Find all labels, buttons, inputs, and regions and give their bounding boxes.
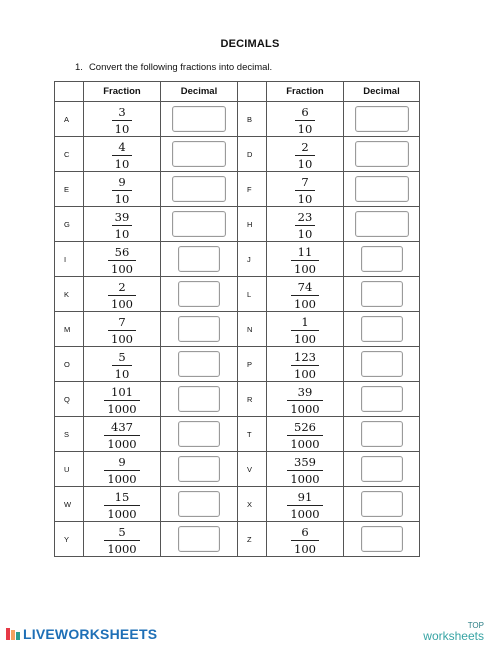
fraction xyxy=(287,386,322,415)
fraction-cell xyxy=(267,137,344,172)
decimal-answer-input[interactable] xyxy=(178,316,220,342)
fraction xyxy=(291,316,319,345)
row-letter: R xyxy=(238,382,267,417)
fraction-cell xyxy=(84,207,161,242)
row-letter: G xyxy=(55,207,84,242)
liveworksheets-logo-icon xyxy=(6,627,20,641)
row-letter: I xyxy=(55,242,84,277)
fraction-bar xyxy=(112,365,133,366)
decimal-cell xyxy=(344,172,420,207)
decimal-cell xyxy=(344,452,420,487)
fraction-cell xyxy=(84,102,161,137)
fraction xyxy=(291,246,319,275)
fraction-numerator: 437 xyxy=(111,419,133,434)
fraction-bar xyxy=(108,330,136,331)
decimal-answer-input[interactable] xyxy=(172,106,226,132)
row-letter: Y xyxy=(55,522,84,557)
decimal-answer-input[interactable] xyxy=(178,421,220,447)
topworksheets-logo xyxy=(423,622,484,642)
top-label: TOP xyxy=(467,621,484,630)
fraction-numerator: 7 xyxy=(118,314,126,329)
table-row xyxy=(55,452,420,487)
table-row xyxy=(55,382,420,417)
fraction-denominator: 10 xyxy=(114,192,130,206)
decimal-answer-input[interactable] xyxy=(361,421,403,447)
decimal-cell xyxy=(161,487,238,522)
decimal-cell xyxy=(161,312,238,347)
fraction-cell xyxy=(84,382,161,417)
decimal-answer-input[interactable] xyxy=(355,211,409,237)
fraction-denominator: 1000 xyxy=(290,402,320,416)
decimal-answer-input[interactable] xyxy=(178,246,220,272)
fraction-denominator: 10 xyxy=(114,367,130,381)
row-letter: B xyxy=(238,102,267,137)
fraction xyxy=(287,491,322,520)
conversion-table xyxy=(54,81,420,557)
row-letter: T xyxy=(238,417,267,452)
fraction xyxy=(108,246,136,275)
decimal-answer-input[interactable] xyxy=(355,176,409,202)
fraction xyxy=(104,526,139,555)
fraction-numerator: 9 xyxy=(118,454,126,469)
fraction-bar xyxy=(295,190,316,191)
decimal-cell xyxy=(344,417,420,452)
row-letter: H xyxy=(238,207,267,242)
decimal-cell xyxy=(161,522,238,557)
fraction-denominator: 1000 xyxy=(107,437,137,451)
decimal-answer-input[interactable] xyxy=(361,316,403,342)
fraction-bar xyxy=(291,260,319,261)
decimal-answer-input[interactable] xyxy=(355,106,409,132)
fraction-denominator: 1000 xyxy=(107,507,137,521)
fraction-bar xyxy=(295,155,316,156)
fraction-cell xyxy=(84,172,161,207)
fraction-cell xyxy=(84,242,161,277)
fraction-bar xyxy=(104,470,139,471)
fraction-cell xyxy=(267,102,344,137)
fraction-denominator: 10 xyxy=(114,122,130,136)
fraction-numerator: 39 xyxy=(114,209,130,224)
fraction-bar xyxy=(112,190,133,191)
fraction-cell xyxy=(267,347,344,382)
fraction xyxy=(295,106,316,135)
fraction-numerator: 101 xyxy=(111,384,133,399)
fraction-denominator: 100 xyxy=(111,297,133,311)
decimal-answer-input[interactable] xyxy=(178,456,220,482)
fraction-denominator: 100 xyxy=(294,262,316,276)
decimal-cell xyxy=(344,207,420,242)
fraction xyxy=(112,211,133,240)
decimal-answer-input[interactable] xyxy=(178,281,220,307)
fraction-denominator: 1000 xyxy=(290,507,320,521)
fraction-bar xyxy=(287,470,322,471)
fraction-numerator: 5 xyxy=(118,524,126,539)
decimal-cell xyxy=(344,102,420,137)
fraction-numerator: 39 xyxy=(297,384,313,399)
fraction-bar xyxy=(291,365,319,366)
fraction-bar xyxy=(291,295,319,296)
decimal-answer-input[interactable] xyxy=(178,351,220,377)
header-letter-left xyxy=(55,82,84,102)
decimal-cell xyxy=(344,277,420,312)
table-row xyxy=(55,347,420,382)
decimal-cell xyxy=(344,382,420,417)
table-row xyxy=(55,487,420,522)
table-row xyxy=(55,522,420,557)
fraction-numerator: 6 xyxy=(301,524,309,539)
fraction-bar xyxy=(104,435,139,436)
fraction-denominator: 10 xyxy=(297,157,313,171)
row-letter: X xyxy=(238,487,267,522)
fraction-numerator: 56 xyxy=(114,244,130,259)
decimal-answer-input[interactable] xyxy=(172,211,226,237)
fraction-numerator: 23 xyxy=(297,209,313,224)
decimal-cell xyxy=(161,277,238,312)
fraction-bar xyxy=(104,400,139,401)
decimal-answer-input[interactable] xyxy=(178,386,220,412)
fraction-denominator: 1000 xyxy=(107,542,137,556)
row-letter: U xyxy=(55,452,84,487)
fraction xyxy=(104,421,139,450)
fraction-numerator: 2 xyxy=(301,139,309,154)
fraction-denominator: 100 xyxy=(294,297,316,311)
fraction-numerator: 9 xyxy=(118,174,126,189)
fraction-bar xyxy=(287,400,322,401)
fraction-numerator: 359 xyxy=(294,454,316,469)
fraction-numerator: 6 xyxy=(301,104,309,119)
fraction xyxy=(104,386,139,415)
row-letter: V xyxy=(238,452,267,487)
fraction-numerator: 7 xyxy=(301,174,309,189)
fraction-denominator: 1000 xyxy=(107,472,137,486)
decimal-cell xyxy=(344,347,420,382)
header-decimal-right: Decimal xyxy=(344,82,420,102)
fraction-denominator: 10 xyxy=(114,227,130,241)
fraction-bar xyxy=(287,435,322,436)
table-row xyxy=(55,137,420,172)
top-word: worksheets xyxy=(423,629,484,643)
fraction-numerator: 3 xyxy=(118,104,126,119)
fraction xyxy=(287,421,322,450)
fraction-bar xyxy=(112,155,133,156)
row-letter: N xyxy=(238,312,267,347)
table-row xyxy=(55,277,420,312)
decimal-cell xyxy=(344,242,420,277)
decimal-cell xyxy=(161,382,238,417)
decimal-cell xyxy=(344,312,420,347)
fraction-bar xyxy=(112,225,133,226)
fraction-bar xyxy=(295,120,316,121)
fraction-bar xyxy=(287,505,322,506)
row-letter: F xyxy=(238,172,267,207)
row-letter: P xyxy=(238,347,267,382)
fraction-cell xyxy=(267,382,344,417)
brand-text: LIVEWORKSHEETS xyxy=(23,626,158,642)
header-fraction-right: Fraction xyxy=(267,82,344,102)
fraction-cell xyxy=(267,172,344,207)
fraction-cell xyxy=(267,312,344,347)
decimal-cell xyxy=(161,207,238,242)
row-letter: S xyxy=(55,417,84,452)
row-letter: M xyxy=(55,312,84,347)
instruction-number: 1. xyxy=(75,62,83,73)
fraction-denominator: 100 xyxy=(294,542,316,556)
fraction-numerator: 1 xyxy=(301,314,309,329)
fraction-numerator: 5 xyxy=(118,349,126,364)
fraction-cell xyxy=(84,487,161,522)
fraction xyxy=(287,456,322,485)
fraction-bar xyxy=(104,505,139,506)
fraction-denominator: 1000 xyxy=(290,472,320,486)
fraction-denominator: 100 xyxy=(111,332,133,346)
fraction xyxy=(104,456,139,485)
fraction-cell xyxy=(84,347,161,382)
fraction-cell xyxy=(84,522,161,557)
fraction xyxy=(291,526,319,555)
header-fraction-left: Fraction xyxy=(84,82,161,102)
decimal-cell xyxy=(161,102,238,137)
fraction-numerator: 2 xyxy=(118,279,126,294)
row-letter: K xyxy=(55,277,84,312)
fraction-numerator: 526 xyxy=(294,419,316,434)
decimal-cell xyxy=(161,347,238,382)
fraction-numerator: 11 xyxy=(297,244,313,259)
table-row xyxy=(55,207,420,242)
fraction-cell xyxy=(267,417,344,452)
fraction xyxy=(108,316,136,345)
fraction xyxy=(291,351,319,380)
fraction xyxy=(108,281,136,310)
fraction-cell xyxy=(267,522,344,557)
fraction xyxy=(112,176,133,205)
decimal-answer-input[interactable] xyxy=(361,386,403,412)
fraction-cell xyxy=(267,452,344,487)
fraction-bar xyxy=(291,540,319,541)
fraction-denominator: 10 xyxy=(114,157,130,171)
fraction xyxy=(104,491,139,520)
row-letter: L xyxy=(238,277,267,312)
decimal-answer-input[interactable] xyxy=(361,246,403,272)
table-row xyxy=(55,417,420,452)
table-row xyxy=(55,242,420,277)
fraction xyxy=(295,211,316,240)
fraction-denominator: 100 xyxy=(294,332,316,346)
row-letter: Z xyxy=(238,522,267,557)
fraction-cell xyxy=(84,452,161,487)
fraction-denominator: 100 xyxy=(294,367,316,381)
fraction-cell xyxy=(267,277,344,312)
decimal-answer-input[interactable] xyxy=(361,491,403,517)
fraction-cell xyxy=(84,417,161,452)
row-letter: J xyxy=(238,242,267,277)
fraction-numerator: 123 xyxy=(294,349,316,364)
fraction-cell xyxy=(267,242,344,277)
fraction xyxy=(112,141,133,170)
decimal-cell xyxy=(161,452,238,487)
fraction xyxy=(291,281,319,310)
page-title: DECIMALS xyxy=(220,38,280,50)
fraction-denominator: 10 xyxy=(297,192,313,206)
fraction-bar xyxy=(291,330,319,331)
header-letter-right xyxy=(238,82,267,102)
decimal-cell xyxy=(161,242,238,277)
instruction-text: Convert the following fractions into decimal. xyxy=(88,62,273,73)
fraction-numerator: 74 xyxy=(297,279,313,294)
fraction-cell xyxy=(84,277,161,312)
row-letter: D xyxy=(238,137,267,172)
header-decimal-left: Decimal xyxy=(161,82,238,102)
fraction-denominator: 100 xyxy=(111,262,133,276)
fraction-bar xyxy=(108,260,136,261)
decimal-answer-input[interactable] xyxy=(361,351,403,377)
decimal-answer-input[interactable] xyxy=(361,526,403,552)
liveworksheets-logo xyxy=(6,626,157,642)
table-row xyxy=(55,312,420,347)
table-header-row xyxy=(55,82,420,102)
fraction xyxy=(295,141,316,170)
table-row xyxy=(55,102,420,137)
fraction-bar xyxy=(112,120,133,121)
row-letter: C xyxy=(55,137,84,172)
row-letter: A xyxy=(55,102,84,137)
fraction-bar xyxy=(104,540,139,541)
decimal-answer-input[interactable] xyxy=(361,281,403,307)
decimal-cell xyxy=(161,172,238,207)
decimal-cell xyxy=(344,522,420,557)
decimal-answer-input[interactable] xyxy=(172,176,226,202)
fraction-cell xyxy=(84,312,161,347)
decimal-answer-input[interactable] xyxy=(178,491,220,517)
row-letter: W xyxy=(55,487,84,522)
fraction-bar xyxy=(108,295,136,296)
fraction-denominator: 1000 xyxy=(290,437,320,451)
table-row xyxy=(55,172,420,207)
fraction-numerator: 91 xyxy=(297,489,313,504)
row-letter: Q xyxy=(55,382,84,417)
fraction xyxy=(295,176,316,205)
fraction-cell xyxy=(267,487,344,522)
row-letter: E xyxy=(55,172,84,207)
decimal-answer-input[interactable] xyxy=(172,141,226,167)
decimal-answer-input[interactable] xyxy=(178,526,220,552)
fraction xyxy=(112,106,133,135)
row-letter: O xyxy=(55,347,84,382)
decimal-answer-input[interactable] xyxy=(361,456,403,482)
decimal-cell xyxy=(161,417,238,452)
fraction-bar xyxy=(295,225,316,226)
fraction-numerator: 15 xyxy=(114,489,130,504)
fraction-denominator: 1000 xyxy=(107,402,137,416)
fraction-numerator: 4 xyxy=(118,139,126,154)
fraction xyxy=(112,351,133,380)
fraction-denominator: 10 xyxy=(297,122,313,136)
decimal-cell xyxy=(344,487,420,522)
decimal-answer-input[interactable] xyxy=(355,141,409,167)
instruction xyxy=(75,62,272,73)
fraction-cell xyxy=(267,207,344,242)
decimal-cell xyxy=(344,137,420,172)
decimal-cell xyxy=(161,137,238,172)
fraction-denominator: 10 xyxy=(297,227,313,241)
fraction-cell xyxy=(84,137,161,172)
